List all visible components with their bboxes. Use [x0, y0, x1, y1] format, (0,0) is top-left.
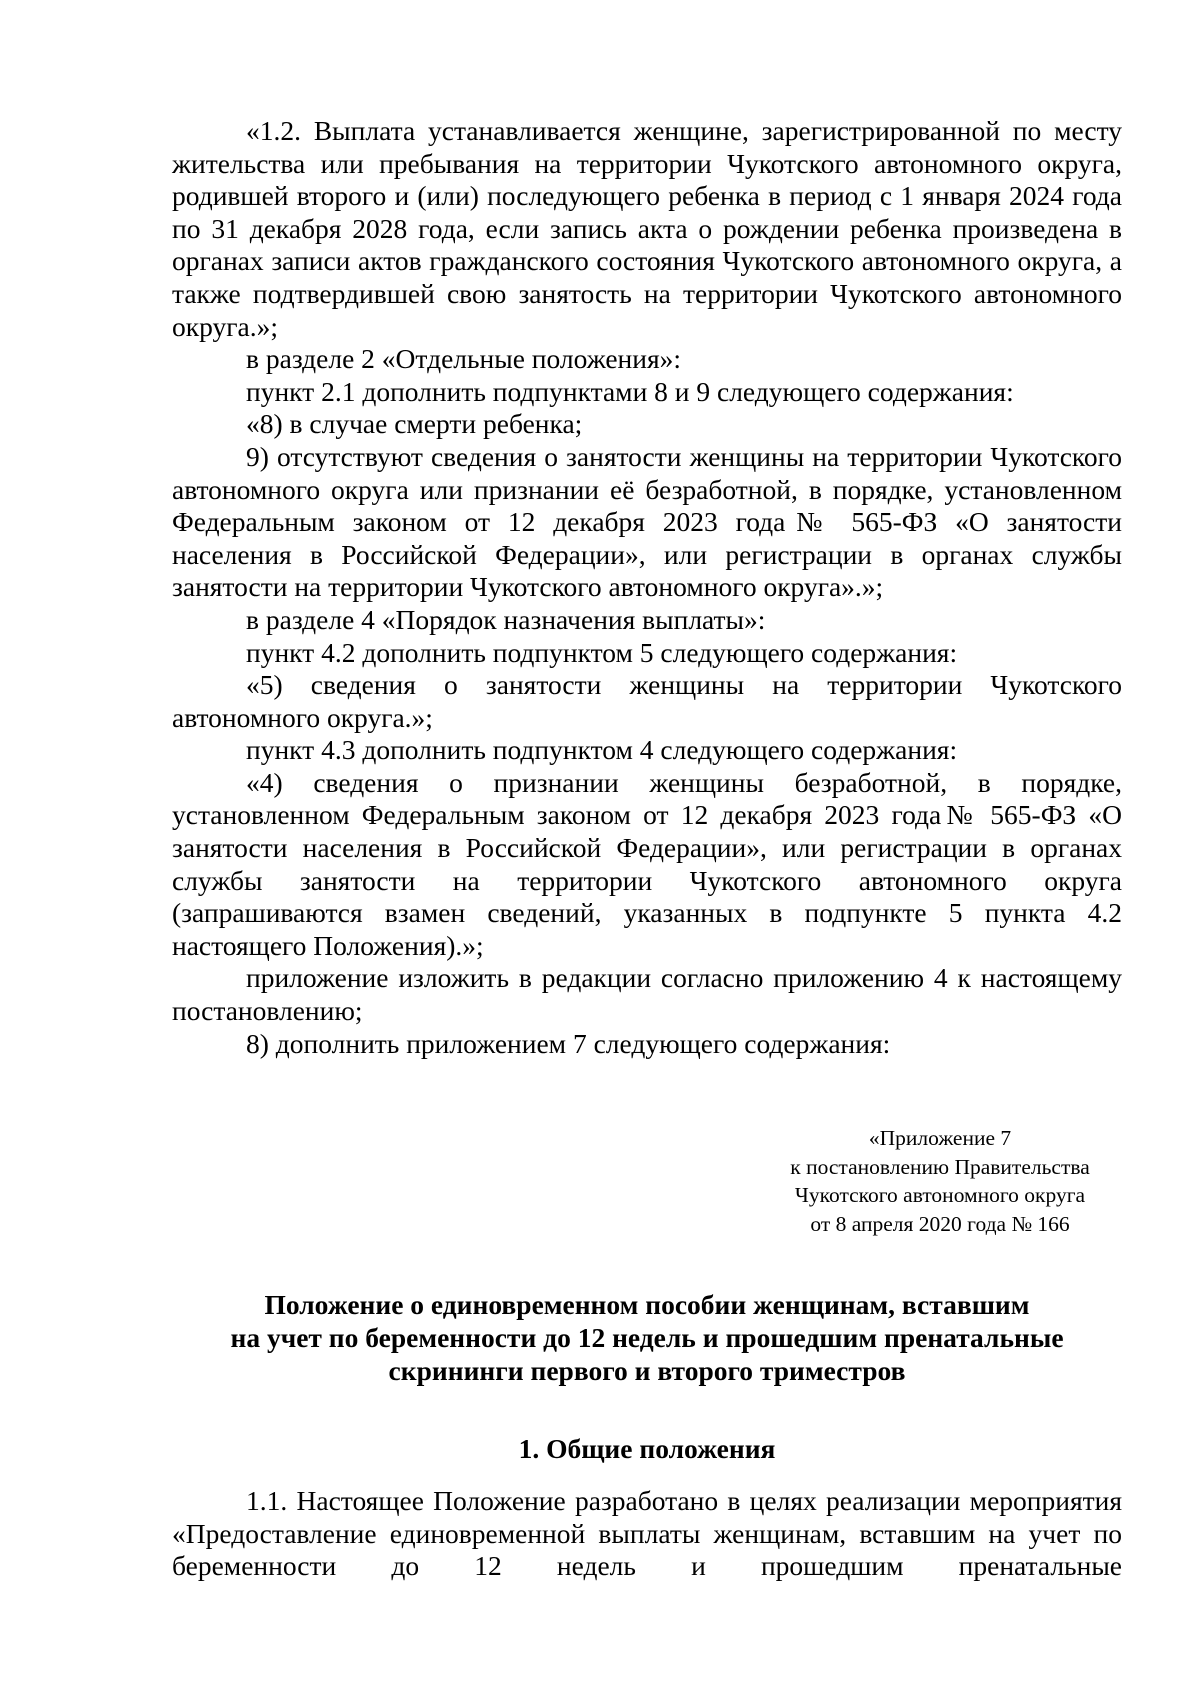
paragraph-point-4-2: пункт 4.2 дополнить подпунктом 5 следующего содержания:: [246, 636, 958, 668]
appendix-line: Чукотского автономного округа: [794, 1183, 1086, 1207]
appendix-line: к постановлению Правительства: [790, 1154, 1090, 1179]
section-text: [172, 1485, 1122, 1583]
paragraph-1-2: «1.2. Выплата устанавливается женщине, зарегистрированной по месту жительства или пребывания на территории Чукотского автономного округа, родившей второго и (или) последующего ребенка в период с 1 января 2024 года по 31 декабря 2028 года, если запись акта о рождении ребенка произведена в органах записи актов гражданского состояния Чукотского автономного округа, а также подтвердившей свою занятость на территории Чукотского автономного округа.»;: [172, 115, 1122, 342]
appendix-line: «Приложение 7: [868, 1126, 1012, 1150]
paragraph-subpoint-5: «5) сведения о занятости женщины на территории Чукотского автономного округа.»;: [172, 669, 1122, 733]
appendix-line: от 8 апреля 2020 года № 166: [810, 1211, 1070, 1236]
paragraph-1-1: 1.1. Настоящее Положение разработано в целях реализации мероприятия «Предоставление единовременной выплаты женщинам, вставшим на учет по беременности до 12 недель и прошедшим пренатальные: [172, 1485, 1122, 1582]
title-line: на учет по беременности до 12 недель и прошедшим пренатальные: [230, 1322, 1064, 1353]
paragraph-subpoint-8: «8) в случае смерти ребенка;: [246, 408, 583, 440]
paragraph-add-appendix-7: 8) дополнить приложением 7 следующего содержания:: [246, 1027, 891, 1059]
paragraph-appendix-change: приложение изложить в редакции согласно приложению 4 к настоящему постановлению;: [172, 962, 1122, 1027]
title-line: скрининги первого и второго триместров: [388, 1355, 906, 1386]
title-line: Положение о единовременном пособии женщинам, вставшим: [264, 1289, 1030, 1320]
paragraph-point-2-1: пункт 2.1 дополнить подпунктами 8 и 9 следующего содержания:: [246, 375, 1014, 407]
paragraph-point-4-3: пункт 4.3 дополнить подпунктом 4 следующего содержания:: [246, 734, 958, 766]
section-heading: 1. Общие положения: [518, 1433, 776, 1464]
paragraph-subpoint-4: «4) сведения о признании женщины безработной, в порядке, установленном Федеральным законом от 12 декабря 2023 года№ 565-ФЗ «О занятости населения в Российской Федерации», или регистрации в органах службы занятости на территории Чукотского автономного округа (запрашиваются взамен сведений, указанных в подпункте 5 пункта 4.2 настоящего Положения).»;: [172, 766, 1122, 961]
paragraph-subpoint-9: 9) отсутствуют сведения о занятости женщины на территории Чукотского автономного округа или признании её безработной, в порядке, установленном Федеральным законом от 12 декабря 2023 года№ 565-ФЗ «О занятости населения в Российской Федерации», или регистрации в органах службы занятости на территории Чукотского автономного округа».»;: [172, 440, 1122, 603]
paragraph-section-2: в разделе 2 «Отдельные положения»:: [246, 343, 682, 375]
document-title: [172, 1288, 1122, 1387]
appendix-header: [740, 1124, 1140, 1238]
amendment-text: [172, 115, 1122, 1060]
paragraph-section-4: в разделе 4 «Порядок назначения выплаты»:: [246, 603, 766, 635]
